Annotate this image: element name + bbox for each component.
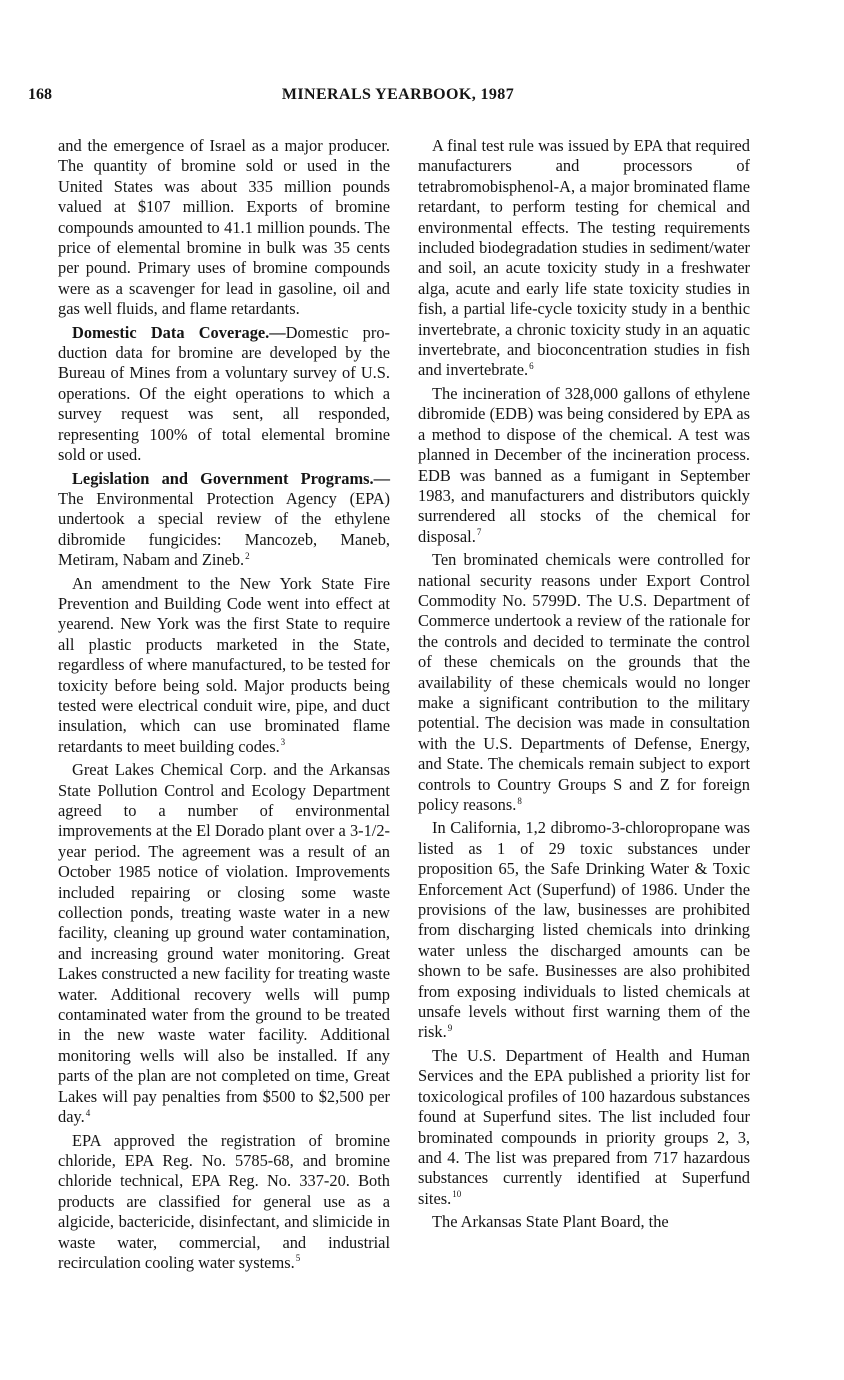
footnote-marker: 4 (85, 1107, 91, 1118)
paragraph-text: The U.S. Department of Health and Human Services and the EPA published a priority list for toxicological profiles of 100 hazardous substances found at Superfund sites. The list included four brominated compounds in priority groups 2, 3, and 4. The list was prepared from 717 hazardous substances currently identified at Superfund sites. (418, 1045, 750, 1208)
paragraph (418, 1046, 750, 1209)
running-title: MINERALS YEARBOOK, 1987 (281, 86, 515, 103)
footnote-marker: 8 (517, 795, 522, 806)
paragraph-text: The Arkansas State Plant Board, the (432, 1212, 669, 1232)
section-heading: Legislation and Government Programs.— (72, 468, 390, 488)
footnote-marker: 5 (295, 1253, 301, 1264)
footnote-marker: 2 (245, 550, 250, 561)
paragraph-text: and the emergence of Israel as a major producer. The quantity of bromine sold or used in the United States was about 335 million pounds valued at $107 million. Exports of bromine compounds amounted to 41.1 million pounds. The price of elemental bromine in bulk was 35 cents per pound. Primary uses of bromine compounds were as a scavenger for lead in gasoline, oil and gas well fluids, and flame retardants. (58, 136, 390, 319)
paragraph-text: The incineration of 328,000 gallons of ethylene dibromide (EDB) was being considered by EPA as a method to dispose of the chemical. A test was planned in December of the incineration process. EDB was banned as a fumigant in September 1983, and manufacturers and distributors quickly surrendered all stocks of the chemical for disposal. (418, 383, 750, 546)
page-header (28, 86, 768, 112)
paragraph-text: A final test rule was issued by EPA that required manufacturers and processors of tetrabromobisphenol-A, a major brominated flame retardant, to perform testing for chemical and environmental effects. The testing requirements included biodegradation studies in sediment/water and soil, an acute toxicity study in a freshwater alga, acute and early life state toxicity studies in fish, a partial life-cycle toxicity study in a benthic invertebrate, a chronic toxicity study in an aquatic invertebrate, and bioconcentration studies in fish and invertebrate. (418, 136, 750, 380)
paragraph-text: EPA approved the registration of bromine chloride, EPA Reg. No. 5785-68, and bromine chloride technical, EPA Reg. No. 337-20. Both products are classified for general use as a algicide, bactericide, disinfectant, and slimicide in waste water, commercial, and industrial recirculation cooling water systems. (58, 1130, 390, 1272)
paragraph (418, 550, 750, 815)
paragraph (58, 323, 390, 466)
footnote-marker: 7 (476, 527, 482, 538)
section-heading: Domestic Data Coverage.— (72, 322, 286, 342)
paragraph-text: Ten brominated chemicals were controlled for national security reasons under Export Control Commodity No. 5799D. The U.S. Department of Commerce undertook a review of the rationale for the controls and decided to terminate the control of these chemicals on the grounds that the availability of these chemicals would no longer make a significant contribution to the military potential. The decision was made in consultation with the U.S. Departments of Defense, Energy, and State. The chemicals remain subject to export controls to Country Groups S and Z for foreign policy reasons. (418, 550, 750, 814)
footnote-marker: 3 (280, 737, 286, 748)
right-column (418, 136, 750, 1236)
paragraph (418, 136, 750, 381)
paragraph (58, 136, 390, 320)
footnote-marker: 6 (529, 361, 534, 371)
page-number: 168 (28, 86, 52, 103)
paragraph (58, 1131, 390, 1274)
paragraph (418, 384, 750, 547)
paragraph (418, 1212, 750, 1232)
paragraph (58, 469, 390, 571)
footnote-marker: 10 (452, 1189, 462, 1200)
left-column (58, 136, 390, 1276)
footnote-marker: 9 (447, 1023, 453, 1033)
paragraph-text: An amendment to the New York State Fire Prevention and Building Code went into effect at yearend. New York was the first State to require all plastic products marketed in the State, regardless of where manufactured, to be tested for toxicity before being sold. Major products being tested were electrical conduit wire, pipe, and duct insulation, which can use brominated flame retardants to meet building codes. (58, 573, 390, 756)
paragraph-text: In California, 1,2 dibromo-3-chloropropane was listed as 1 of 29 toxic substances under proposition 65, the Safe Drinking Water & Toxic Enforcement Act (Superfund) of 1986. Under the provisions of the law, businesses are prohibited from discharging listed chemicals into drinking water unless the discharged amounts can be shown to be safe. Businesses are also prohibited from exposing individuals to listed chemicals at unsafe levels without first warning them of the risk. (418, 818, 750, 1042)
paragraph-text: Great Lakes Chemical Corp. and the Arkansas State Pollution Control and Ecology Department agreed to a number of environmental improvements at the El Dorado plant over a 3-1/2-year period. The agreement was a result of an October 1985 notice of violation. Improvements included repairing or closing some waste collection ponds, treating waste water in a new facility, cleaning up ground water contamination, and increasing ground water monitoring. Great Lakes constructed a new facility for treating waste water. Additional recovery wells will pump contaminated water from the ground to be treated in the new waste water facility. Additional monitoring wells will also be installed. If any parts of the plan are not completed on time, Great Lakes will pay penalties from $500 to $2,500 per day. (58, 760, 390, 1127)
paragraph-text: Domestic production data for bromine are developed by the Bureau of Mines from a voluntary survey of U.S. operations. Of the eight operations to which a survey request was sent, all responded, representing 100% of total elemental bromine sold or used. (58, 322, 390, 465)
paragraph-text: The Environmental Protection Agency (EPA) undertook a special review of the ethylene dibromide fungicides: Mancozeb, Maneb, Metiram, Nabam and Zineb. (58, 488, 390, 570)
paragraph (418, 818, 750, 1042)
paragraph (58, 574, 390, 758)
paragraph (58, 760, 390, 1127)
